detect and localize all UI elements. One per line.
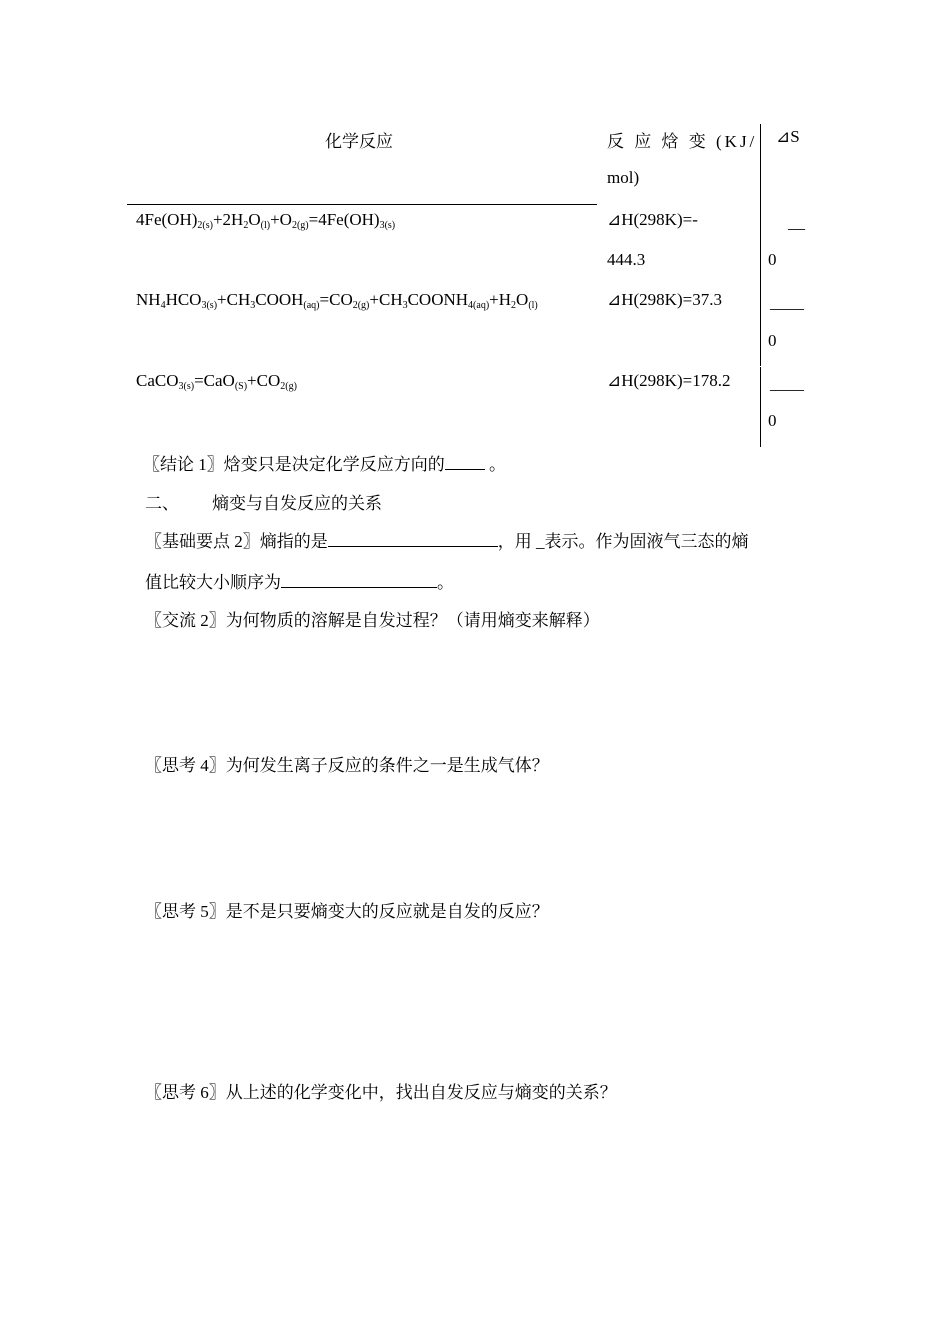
enthalpy-row-1-line2: 444.3 [607, 250, 646, 269]
table-divider-lower [760, 367, 761, 447]
reaction-subscript: 2(g) [352, 300, 370, 311]
reaction-text: CaCO [136, 371, 179, 390]
reaction-subscript: 3(s) [178, 381, 195, 392]
conclusion-1-end: 。 [484, 455, 506, 474]
entropy-row-2-value: 0 [768, 331, 777, 350]
reaction-row-3 [136, 371, 297, 391]
reaction-text: COOH [255, 290, 304, 309]
reaction-text: +2H [212, 210, 244, 229]
reaction-text: 4Fe(OH) [136, 210, 198, 229]
basics-2-text-mid: ，用 _表示。作为固液气三态的熵 [497, 532, 749, 551]
entropy-row-1-value: 0 [768, 250, 777, 269]
reaction-subscript: 3 [250, 300, 256, 311]
reaction-subscript: 2(s) [197, 220, 213, 231]
reaction-subscript: (l) [528, 300, 538, 311]
basics-2-text: 〖基础要点 2〗熵指的是 [145, 532, 328, 551]
reaction-subscript: 4 [160, 300, 166, 311]
reaction-subscript: 3(s) [201, 300, 218, 311]
conclusion-1-blank[interactable] [445, 455, 485, 470]
reaction-row-2 [136, 290, 538, 310]
reaction-subscript: 2(g) [280, 381, 297, 392]
think-6-question: 〖思考 6〗从上述的化学变化中，找出自发反应与熵变的关系？ [145, 1083, 617, 1102]
entropy-row-1-blank: __ [788, 213, 805, 232]
conclusion-1 [143, 450, 506, 475]
enthalpy-row-3-line1: ⊿H(298K)=178.2 [607, 371, 731, 390]
section-2-number: 二、 [145, 494, 179, 513]
entropy-definition-blank[interactable] [328, 532, 498, 547]
reaction-subscript: 2(g) [291, 220, 309, 231]
entropy-row-3-blank: ____ [770, 374, 804, 393]
table-divider-upper [760, 124, 761, 366]
reaction-subscript: (S) [234, 381, 248, 392]
reaction-text: O [516, 290, 529, 309]
basics-2-line2 [145, 568, 454, 593]
reaction-subscript: 4(aq) [468, 300, 490, 311]
reaction-row-1 [136, 210, 395, 230]
reaction-text: NH [136, 290, 161, 309]
table-header-entropy: ⊿S [776, 127, 800, 146]
reaction-text: +H [489, 290, 512, 309]
reaction-text: =CO [319, 290, 353, 309]
table-header-rule [127, 204, 597, 205]
entropy-row-2-blank: ____ [770, 293, 804, 312]
reaction-text: =4Fe(OH) [308, 210, 380, 229]
reaction-text: O [248, 210, 261, 229]
reaction-text: +CO [247, 371, 281, 390]
reaction-subscript: 3(s) [379, 220, 396, 231]
think-5-question: 〖思考 5〗是不是只要熵变大的反应就是自发的反应？ [145, 902, 549, 921]
section-2-title: 熵变与自发反应的关系 [212, 494, 382, 513]
entropy-order-blank[interactable] [281, 573, 437, 588]
reaction-text: =CaO [194, 371, 235, 390]
reaction-subscript: 3 [402, 300, 408, 311]
think-4-question: 〖思考 4〗为何发生离子反应的条件之一是生成气体？ [145, 756, 549, 775]
entropy-row-3-value: 0 [768, 411, 777, 430]
reaction-subscript: 2 [243, 220, 249, 231]
reaction-text: +O [270, 210, 292, 229]
enthalpy-row-1-line1: ⊿H(298K)=- [607, 210, 698, 229]
reaction-subscript: (l) [260, 220, 271, 231]
reaction-text: +CH [217, 290, 251, 309]
enthalpy-row-2-line1: ⊿H(298K)=37.3 [607, 290, 722, 309]
exchange-2-question: 〖交流 2〗为何物质的溶解是自发过程？（请用熵变来解释） [145, 611, 600, 630]
conclusion-1-text: 〖结论 1〗焓变只是决定化学反应方向的 [143, 455, 445, 474]
reaction-subscript: 2 [511, 300, 517, 311]
basics-2-line2-end: 。 [437, 573, 454, 592]
basics-2-line1 [145, 527, 749, 552]
table-header-enthalpy-line1: 反 应 焓 变 (KJ/ [607, 132, 758, 151]
basics-2-line2-text: 值比较大小顺序为 [145, 573, 281, 592]
reaction-text: +CH [369, 290, 403, 309]
table-header-enthalpy-line2: mol) [607, 168, 640, 187]
reaction-subscript: (aq) [303, 300, 320, 311]
reaction-text: HCO [165, 290, 202, 309]
reaction-text: COONH [407, 290, 469, 309]
table-header-reaction: 化学反应 [325, 132, 393, 151]
